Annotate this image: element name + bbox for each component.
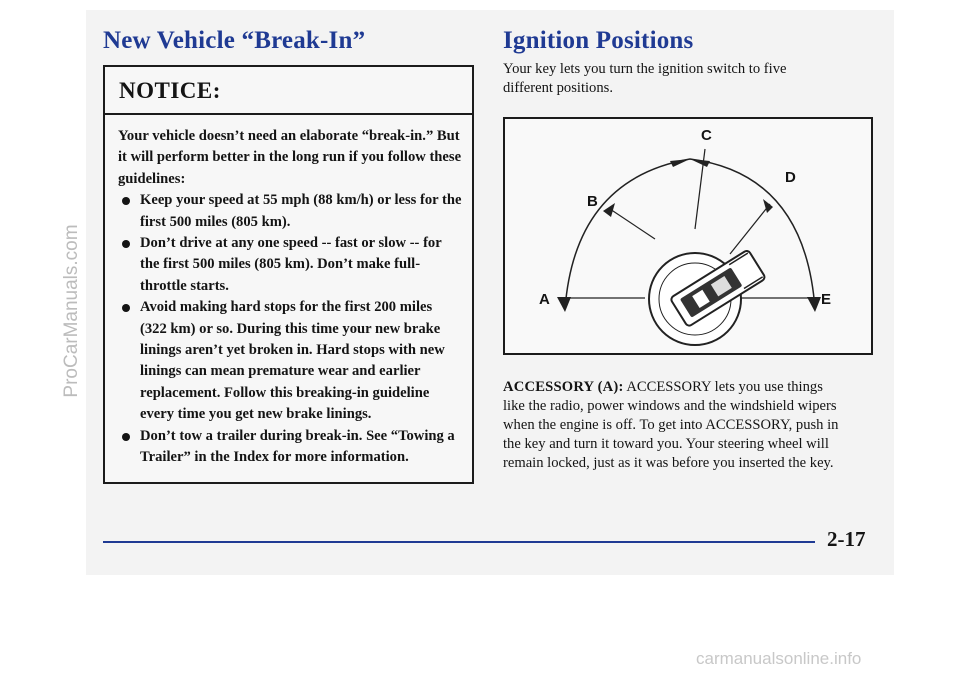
section-title-break-in: New Vehicle “Break-In” [103, 27, 366, 54]
bullet-icon [122, 240, 130, 248]
position-label-b: B [587, 193, 598, 210]
bullet-icon [122, 433, 130, 441]
guideline-list [118, 190, 462, 468]
arrowhead-e-icon [807, 297, 821, 312]
position-line-b [610, 209, 655, 239]
bullet-icon [122, 304, 130, 312]
watermark-side: ProCarManuals.com [61, 224, 82, 398]
notice-intro: Your vehicle doesn’t need an elaborate “break-in.” But it will perform better in the long run if you follow these guidelines: [118, 128, 462, 187]
accessory-description [503, 378, 848, 473]
position-label-e: E [821, 291, 832, 308]
footer-rule [103, 541, 815, 543]
arrowhead-c-right-icon [690, 159, 710, 167]
position-line-d [730, 204, 770, 254]
watermark-bottom: carmanualsonline.info [696, 649, 862, 668]
arrowhead-a-icon [557, 297, 571, 312]
ignition-switch-illustration [505, 119, 871, 353]
ignition-intro: Your key lets you turn the ignition switch to five different positions. [503, 61, 787, 96]
arrowhead-b-icon [603, 203, 615, 217]
position-label-d: D [785, 169, 796, 186]
bullet-icon [122, 197, 130, 205]
guideline-item: Don’t tow a trailer during break-in. See “Towing a Trailer” in the Index for more information. [118, 426, 462, 469]
notice-box [103, 65, 474, 484]
ignition-diagram [503, 117, 873, 355]
guideline-item: Keep your speed at 55 mph (88 km/h) or less for the first 500 miles (805 km). [118, 190, 462, 233]
position-label-c: C [701, 127, 712, 144]
guideline-item: Avoid making hard stops for the first 200 miles (322 km) or so. During this time your new brake linings aren’t yet broken in. Hard stops with new linings can mean premature wear and earlier replacement. Follow this breaking-in guideline every time you get new brake linings. [118, 297, 462, 425]
accessory-term: ACCESSORY (A): [503, 379, 624, 395]
accessory-text: ACCESSORY lets you use things like the radio, power windows and the windshield wipers when the engine is off. To get into ACCESSORY, push in the key and turn it toward you. Your steering wheel will remain locked, just as it was before you inserted the key. [503, 379, 839, 471]
position-label-a: A [539, 291, 550, 308]
notice-body [105, 115, 472, 469]
arrowhead-c-left-icon [670, 159, 690, 167]
page-number: 2-17 [827, 527, 866, 551]
guideline-item: Don’t drive at any one speed -- fast or slow -- for the first 500 miles (805 km). Don’t make full-throttle starts. [118, 233, 462, 297]
section-title-ignition: Ignition Positions [503, 27, 694, 54]
notice-heading: NOTICE: [105, 67, 472, 115]
